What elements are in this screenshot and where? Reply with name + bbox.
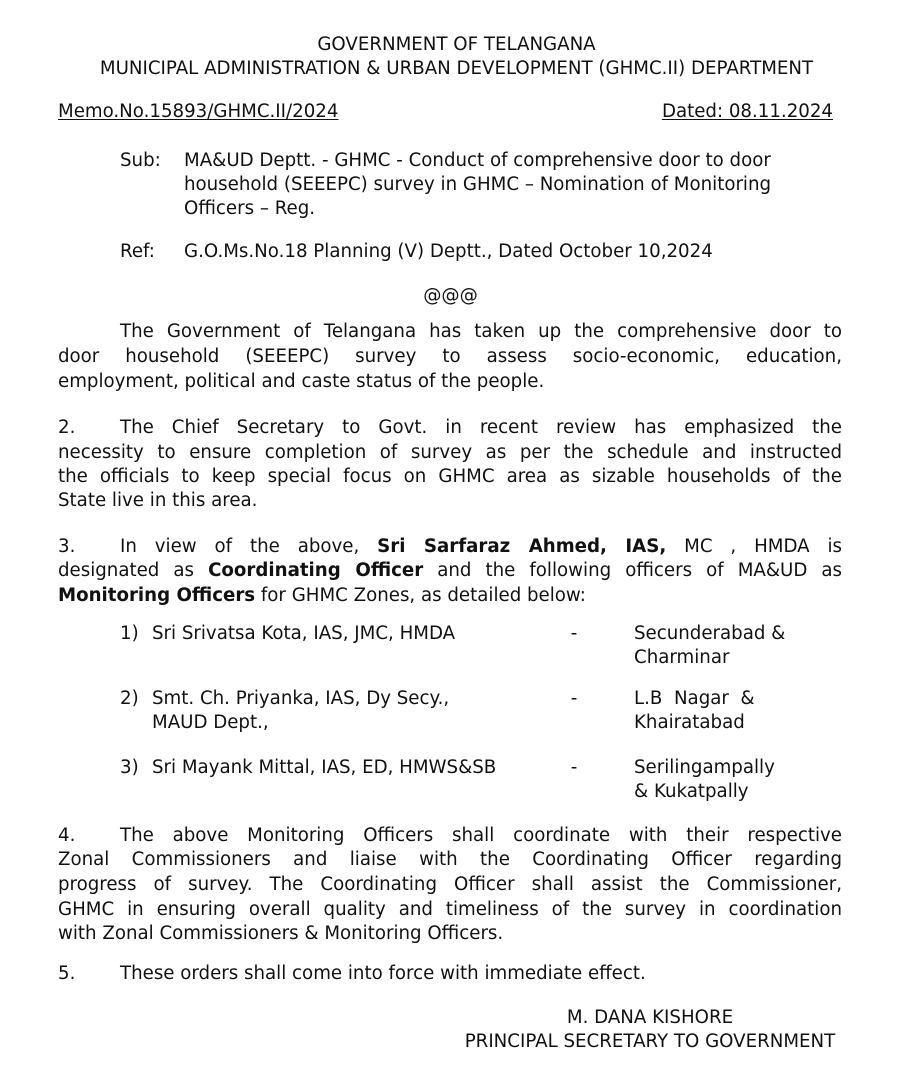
para3-number: 3. bbox=[58, 536, 76, 557]
para4-line: Zonal Commissioners and liaise with the Coordinating Officer regarding bbox=[58, 849, 842, 870]
coordinating-officer-term: Coordinating Officer bbox=[208, 560, 424, 581]
officer-zone: Serilingampally bbox=[634, 757, 775, 778]
subject-line: Officers – Reg. bbox=[184, 198, 316, 219]
memo-number: Memo.No.15893/GHMC.II/2024 bbox=[58, 101, 339, 122]
officer-zone: Charminar bbox=[634, 647, 730, 668]
officer-index: 2) bbox=[120, 688, 139, 709]
para2-number: 2. bbox=[58, 417, 76, 438]
coordinating-officer-name: Sri Sarfaraz Ahmed, IAS, bbox=[377, 536, 667, 557]
header-department: MUNICIPAL ADMINISTRATION & URBAN DEVELOPMENT (GHMC.II) DEPARTMENT bbox=[99, 58, 814, 79]
officer-dash: - bbox=[570, 757, 578, 778]
officer-index: 1) bbox=[120, 623, 139, 644]
para2-line: necessity to ensure completion of survey as per the schedule and instructed bbox=[58, 442, 842, 463]
officer-dash: - bbox=[570, 688, 578, 709]
para4-line: progress of survey. The Coordinating Officer shall assist the Commissioner, bbox=[58, 874, 842, 895]
header-government: GOVERNMENT OF TELANGANA bbox=[317, 34, 596, 55]
memo-date: Dated: 08.11.2024 bbox=[661, 101, 833, 122]
para4-line: with Zonal Commissioners & Monitoring Officers. bbox=[58, 923, 504, 944]
officer-index: 3) bbox=[120, 757, 139, 778]
para5-text: These orders shall come into force with immediate effect. bbox=[120, 963, 646, 984]
para5-number: 5. bbox=[58, 963, 76, 984]
officer-zone: & Kukatpally bbox=[634, 781, 749, 802]
officer-zone: Khairatabad bbox=[634, 712, 745, 733]
subject-label: Sub: bbox=[120, 150, 161, 171]
subject-line: household (SEEEPC) survey in GHMC – Nomination of Monitoring bbox=[184, 174, 772, 195]
para1-line: The Government of Telangana has taken up the comprehensive door to bbox=[120, 321, 842, 342]
para1-line: door household (SEEEPC) survey to assess socio-economic, education, bbox=[58, 346, 842, 367]
para3-line: Monitoring Officers for GHMC Zones, as detailed below: bbox=[58, 585, 586, 606]
reference-text: G.O.Ms.No.18 Planning (V) Deptt., Dated October 10,2024 bbox=[184, 241, 713, 262]
monitoring-officers-term: Monitoring Officers bbox=[58, 585, 256, 606]
officer-name: Sri Srivatsa Kota, IAS, JMC, HMDA bbox=[152, 623, 456, 644]
reference-label: Ref: bbox=[120, 241, 155, 262]
para2-line: the officials to keep special focus on GHMC area as sizable households of the bbox=[58, 466, 842, 487]
officer-name: Smt. Ch. Priyanka, IAS, Dy Secy., bbox=[152, 688, 450, 709]
para4-number: 4. bbox=[58, 825, 76, 846]
subject-line: MA&UD Deptt. - GHMC - Conduct of comprehensive door to door bbox=[184, 150, 771, 171]
officer-dash: - bbox=[570, 623, 578, 644]
officer-zone: Secunderabad & bbox=[634, 623, 786, 644]
para3-line: designated as Coordinating Officer and the following officers of MA&UD as bbox=[58, 560, 843, 581]
separator: @@@ bbox=[423, 285, 478, 306]
officer-zone: L.B Nagar & bbox=[634, 688, 755, 709]
signatory-designation: PRINCIPAL SECRETARY TO GOVERNMENT bbox=[464, 1031, 836, 1052]
signatory-name: M. DANA KISHORE bbox=[566, 1007, 734, 1028]
para4-line: GHMC in ensuring overall quality and timeliness of the survey in coordination bbox=[58, 899, 842, 920]
officer-name: MAUD Dept., bbox=[152, 712, 269, 733]
officer-name: Sri Mayank Mittal, IAS, ED, HMWS&SB bbox=[152, 757, 497, 778]
para2-line: State live in this area. bbox=[58, 490, 258, 511]
para2-line: The Chief Secretary to Govt. in recent review has emphasized the bbox=[120, 417, 842, 438]
para1-line: employment, political and caste status of the people. bbox=[58, 371, 545, 392]
para3-line: In view of the above, Sri Sarfaraz Ahmed, IAS, MC , HMDA is bbox=[120, 536, 842, 557]
para4-line: The above Monitoring Officers shall coordinate with their respective bbox=[120, 825, 842, 846]
